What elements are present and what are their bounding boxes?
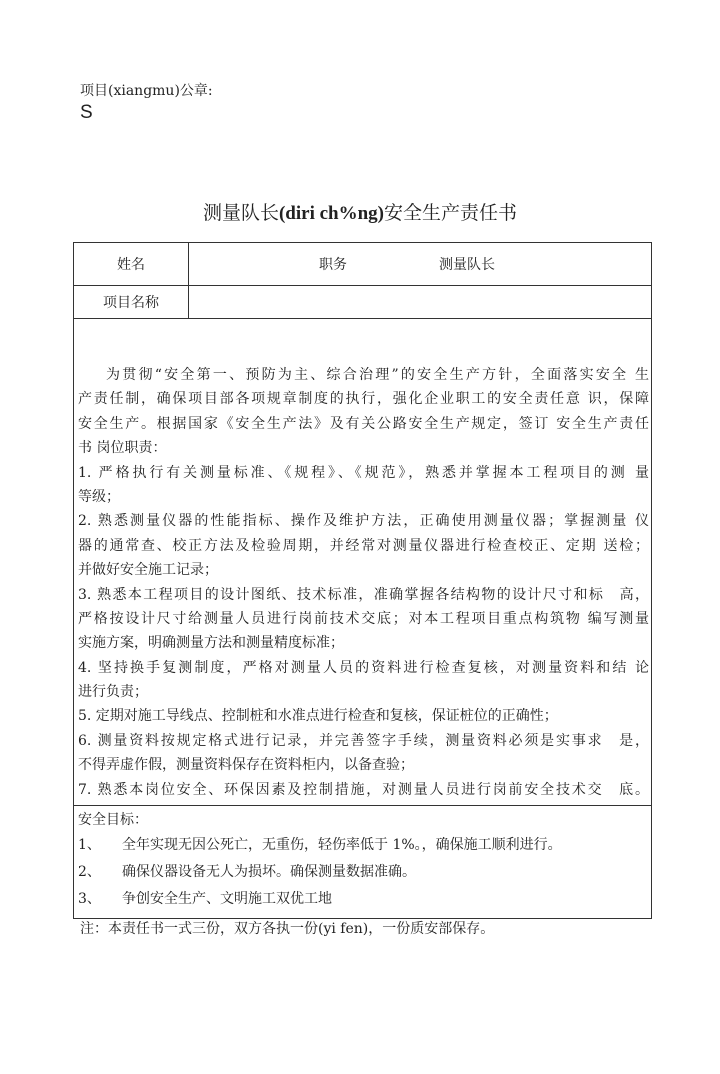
goal-item: 1、 全年实现无因公死亡，无重伤，轻伤率低于 1%。，确保施工顺利进行。 [78, 837, 562, 854]
duty-line: 不得弄虚作假，测量资料保存在资料柜内，以备查验； [78, 757, 414, 774]
duty-line: 为贯彻“安全第一、预防为主、综合治理”的安全生产方针，全面落实安全 生 [106, 367, 649, 383]
duty-line: 严格按设计尺寸给测量人员进行岗前技术交底；对本工程项目重点构筑物 编写测量 [78, 610, 649, 627]
project-label: 项目名称 [74, 286, 189, 319]
responsibility-table [73, 242, 652, 919]
title-prefix: 测量队长 [202, 202, 279, 224]
goal-item: 3、 争创安全生产、文明施工双优工地 [78, 891, 332, 908]
duty-line: 7. 熟悉本岗位安全、环保因素及控制措施，对测量人员进行岗前安全技术交 底。 [78, 781, 649, 798]
position-cell [189, 243, 652, 286]
footnote: 注：本责任书一式三份，双方各执一份(yi fen)，一份质安部保存。 [80, 921, 495, 937]
table-row [74, 286, 652, 319]
duty-line: 并做好安全施工记录； [78, 562, 218, 579]
duties-body [74, 319, 652, 806]
duty-line: 书 岗位职责： [78, 440, 167, 457]
project-seal-label: 项目(xiangmu)公章: [80, 83, 213, 99]
goal-item: 2、 确保仪器设备无人为损坏。确保测量数据准确。 [78, 864, 416, 881]
duty-line: 1. 严格执行有关测量标准、《规程》、《规范》，熟悉并掌握本工程项目的测 量 [78, 464, 649, 481]
duty-line: 5. 定期对施工导线点、控制桩和水准点进行检查和复核，保证桩位的正确性； [78, 708, 558, 725]
position-label: 职务 [319, 257, 347, 273]
project-value[interactable] [189, 286, 652, 319]
duty-line: 6. 测量资料按规定格式进行记录，并完善签字手续，测量资料必须是实事求 是， [78, 732, 649, 749]
safety-goals [74, 806, 652, 919]
document-title [0, 198, 720, 225]
position-value: 测量队长 [439, 257, 495, 273]
duty-line: 实施方案，明确测量方法和测量精度标准； [78, 635, 344, 652]
duty-line: 等级； [78, 488, 120, 505]
table-row [74, 243, 652, 286]
duty-line: 2. 熟悉测量仪器的性能指标、操作及维护方法，正确使用测量仪器；掌握测量 仪 [78, 513, 649, 530]
seal-mark: S [80, 102, 93, 123]
duty-line: 产责任制，确保项目部各项规章制度的执行，强化企业职工的安全责任意 识，保障 [78, 391, 649, 408]
title-pinyin: (diri ch%ng) [278, 203, 385, 224]
duty-line: 4. 坚持换手复测制度，严格对测量人员的资料进行检查复核，对测量资料和结 论 [78, 659, 649, 676]
duty-line: 安全生产。根据国家《安全生产法》及有关公路安全生产规定，签订 安全生产责任 [78, 415, 649, 432]
title-suffix: 安全生产责任书 [384, 202, 518, 224]
table-row [74, 319, 652, 806]
duty-line: 器的通常查、校正方法及检验周期，并经常对测量仪器进行检查校正、定期 送检； [78, 537, 649, 554]
table-row [74, 806, 652, 919]
duty-line: 3. 熟悉本工程项目的设计图纸、技术标准，准确掌握各结构物的设计尺寸和标 高， [78, 586, 649, 603]
goals-heading: 安全目标： [78, 812, 148, 828]
duty-line: 进行负责； [78, 684, 148, 701]
name-label: 姓名 [74, 243, 189, 286]
